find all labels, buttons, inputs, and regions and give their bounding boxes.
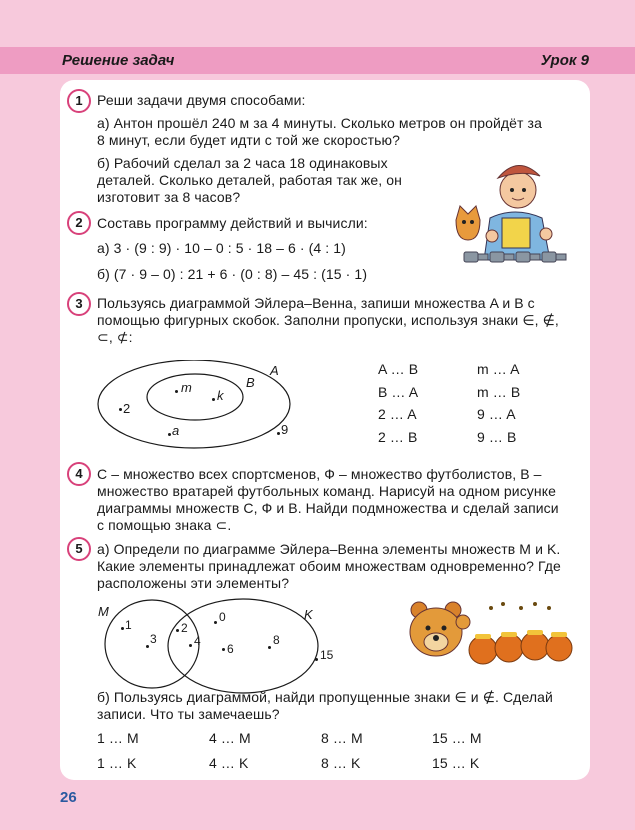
task-3-line-3: ⊂, ⊄: xyxy=(97,329,133,345)
point-1-label: 1 xyxy=(125,618,132,632)
worker-with-cat-illustration xyxy=(450,148,580,276)
point-0-dot xyxy=(214,621,217,624)
task-5b-line-2: записи. Что ты замечаешь? xyxy=(97,706,280,722)
task-4-line-4: с помощью знака ⊂. xyxy=(97,517,232,533)
point-9-dot xyxy=(277,432,280,435)
set-m-label: M xyxy=(98,604,109,619)
task-2-title: Составь программу действий и вычисли: xyxy=(97,215,368,231)
task-5-number: 5 xyxy=(67,537,91,561)
relation-a-b: A … B xyxy=(378,361,419,377)
relation-15-k: 15 … K xyxy=(432,755,480,771)
relation-8-k: 8 … K xyxy=(321,755,361,771)
point-a-dot xyxy=(168,433,171,436)
point-2-m-k-label: 2 xyxy=(181,621,188,635)
task-5b-line-1: б) Пользуясь диаграммой, найди пропущенные знаки ∈ и ∉. Сделай xyxy=(97,689,553,705)
relation-4-k: 4 … K xyxy=(209,755,249,771)
venn-diagram-m-k xyxy=(95,592,325,697)
set-b-label: B xyxy=(246,375,255,390)
task-3-number: 3 xyxy=(67,292,91,316)
point-2-m-k-dot xyxy=(176,629,179,632)
point-k-label: k xyxy=(217,388,224,403)
point-m-dot xyxy=(175,390,178,393)
point-15-dot xyxy=(315,658,318,661)
point-9-label: 9 xyxy=(281,422,289,437)
relation-2-a: 2 … A xyxy=(378,406,417,422)
relation-1-m: 1 … M xyxy=(97,730,139,746)
task-2-number: 2 xyxy=(67,211,91,235)
relation-9-b: 9 … B xyxy=(477,429,517,445)
relation-4-m: 4 … M xyxy=(209,730,251,746)
point-4-label: 4 xyxy=(194,634,201,648)
relation-b-a: B … A xyxy=(378,384,419,400)
bear-honey-pots-illustration xyxy=(403,598,575,668)
relation-m-a: m … A xyxy=(477,361,520,377)
point-2-dot xyxy=(119,408,122,411)
relation-m-b: m … B xyxy=(477,384,521,400)
task-4-line-2: множество вратарей футбольных команд. Нарисуй на одном рисунке xyxy=(97,483,557,499)
section-title: Решение задач xyxy=(62,52,175,69)
point-4-dot xyxy=(189,644,192,647)
task-1-title: Реши задачи двумя способами: xyxy=(97,92,306,108)
point-8-label: 8 xyxy=(273,633,280,647)
set-a-label: A xyxy=(270,363,279,378)
point-0-label: 0 xyxy=(219,610,226,624)
page-number: 26 xyxy=(60,789,77,806)
relation-8-m: 8 … M xyxy=(321,730,363,746)
task-3-line-2: помощью фигурных скобок. Заполни пропуски, используя знаки ∈, ∉, xyxy=(97,312,559,328)
task-1-number: 1 xyxy=(67,89,91,113)
task-4-line-1: C – множество всех спортсменов, Ф – множество футболистов, B – xyxy=(97,466,542,482)
point-15-label: 15 xyxy=(320,648,334,662)
point-k-dot xyxy=(212,398,215,401)
task-2a-expression: а) 3 · (9 : 9) · 10 – 0 : 5 · 18 – 6 · (4 : 1) xyxy=(97,240,346,256)
task-4-number: 4 xyxy=(67,462,91,486)
point-6-dot xyxy=(222,648,225,651)
task-3-line-1: Пользуясь диаграммой Эйлера–Венна, запиши множества A и B с xyxy=(97,295,535,311)
task-1b-line-1: б) Рабочий сделал за 2 часа 18 одинаковых xyxy=(97,155,388,171)
set-k-label: K xyxy=(304,607,313,622)
point-a-label: a xyxy=(172,423,180,438)
task-5a-line-2: Какие элементы принадлежат обоим множествам одновременно? Где xyxy=(97,558,561,574)
lesson-title: Урок 9 xyxy=(540,52,589,69)
task-5a-line-3: расположены эти элементы? xyxy=(97,575,290,591)
point-3-label: 3 xyxy=(150,632,157,646)
point-8-dot xyxy=(268,646,271,649)
task-1b-line-2: деталей. Сколько деталей, работая так же, он xyxy=(97,172,402,188)
relation-2-b: 2 … B xyxy=(378,429,418,445)
relation-9-a: 9 … A xyxy=(477,406,516,422)
point-1-dot xyxy=(121,627,124,630)
point-m-label: m xyxy=(181,380,192,395)
relation-15-m: 15 … M xyxy=(432,730,482,746)
task-1b-line-3: изготовит за 8 часов? xyxy=(97,189,241,205)
task-2b-expression: б) (7 · 9 – 0) : 21 + 6 · (0 : 8) – 45 : (15 · 1) xyxy=(97,266,368,282)
header-bar xyxy=(0,47,635,74)
task-1a-line-1: а) Антон прошёл 240 м за 4 минуты. Сколько метров он пройдёт за xyxy=(97,115,542,131)
point-2-label: 2 xyxy=(123,401,131,416)
relation-1-k: 1 … K xyxy=(97,755,137,771)
point-6-label: 6 xyxy=(227,642,234,656)
point-3-dot xyxy=(146,645,149,648)
task-4-line-3: диаграммы множеств C, Ф и B. Найди подмножества и сделай записи xyxy=(97,500,559,516)
task-5a-line-1: а) Определи по диаграмме Эйлера–Венна элементы множеств M и K. xyxy=(97,541,561,557)
task-1a-line-2: 8 минут, если будет идти с той же скоростью? xyxy=(97,132,401,148)
